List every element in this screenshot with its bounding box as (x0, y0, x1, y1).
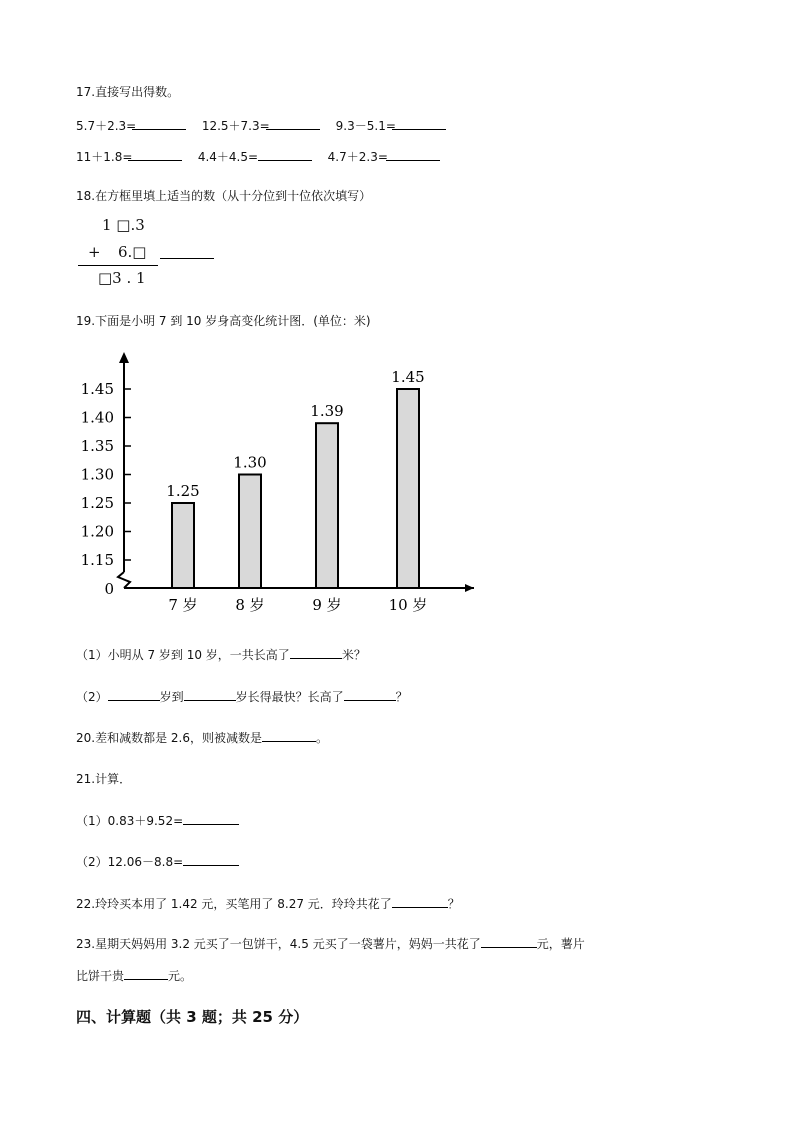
y-tick-label: 1.25 (80, 494, 114, 512)
bar (316, 423, 338, 588)
y-axis-arrow (119, 352, 129, 363)
answer-blank[interactable] (344, 688, 396, 701)
y-tick-label: 1.40 (80, 408, 114, 427)
q20 (76, 729, 328, 746)
q23-text: 23.星期天妈妈用 3.2 元买了一包饼干，4.5 元买了一袋薯片，妈妈一共花了 (76, 937, 481, 951)
q19-sub1 (76, 646, 366, 663)
q17-expr: 12.5＋7.3= (201, 119, 270, 133)
answer-blank[interactable] (184, 688, 236, 701)
bar (239, 475, 261, 589)
vertical-addend-2: 6.□ (118, 243, 147, 261)
q23-text: 元，薯片 (536, 937, 585, 951)
q17-row1 (76, 117, 446, 134)
origin-label: 0 (104, 580, 114, 598)
q17-expr: 4.4＋4.5= (197, 150, 259, 164)
q20-text: 20.差和减数都是 2.6，则被减数是 (76, 731, 262, 745)
data-label: 1.30 (233, 453, 267, 472)
data-label: 1.39 (310, 402, 344, 421)
answer-blank[interactable] (290, 646, 342, 659)
q23-text: 比饼干贵 (76, 969, 125, 983)
height-bar-chart (74, 348, 484, 618)
data-label: 1.25 (166, 482, 200, 500)
answer-blank[interactable] (386, 148, 440, 161)
q22-text: 22.玲玲买本用了 1.42 元，买笔用了 8.27 元．玲玲共花了 (76, 897, 392, 911)
answer-blank[interactable] (258, 148, 312, 161)
plus-sign: + (88, 243, 101, 261)
q21-title: 21.计算． (76, 772, 132, 786)
q19-sub2-text: 岁长得最快？长高了 (235, 690, 344, 704)
q21-item2 (76, 853, 239, 870)
q22 (76, 895, 460, 912)
y-tick-label: 1.20 (80, 522, 114, 541)
q19-sub1-unit: 米？ (341, 648, 366, 662)
data-labels (166, 368, 424, 500)
q17-expr: 5.7＋2.3= (76, 119, 137, 133)
q19-sub2 (76, 688, 408, 705)
answer-blank[interactable] (160, 258, 214, 259)
section-heading: 四、计算题（共 3 题；共 25 分） (76, 1008, 309, 1026)
q21-item1 (76, 812, 239, 829)
x-tick-label: 8 岁 (235, 596, 265, 614)
q23-end: 元。 (168, 969, 193, 983)
x-tick-label: 10 岁 (388, 596, 428, 614)
y-tick-label: 1.30 (80, 465, 114, 484)
sum-line (78, 265, 158, 266)
answer-blank[interactable] (128, 148, 182, 161)
q19-sub2-end: ？ (395, 690, 408, 704)
q17-expr: 4.7＋2.3= (327, 150, 388, 164)
q17-row2 (76, 148, 440, 165)
answer-blank[interactable] (481, 935, 537, 948)
data-label: 1.45 (391, 368, 425, 386)
q21-expr: （1）0.83＋9.52= (76, 814, 184, 828)
answer-blank[interactable] (392, 895, 448, 908)
q22-end: ？ (447, 897, 460, 911)
vertical-addend-1: 1 □.3 (102, 216, 145, 234)
answer-blank[interactable] (183, 812, 239, 825)
answer-blank[interactable] (262, 729, 316, 742)
x-tick-label: 9 岁 (312, 596, 342, 614)
answer-blank[interactable] (392, 117, 446, 130)
x-axis-arrow (465, 584, 474, 592)
answer-blank[interactable] (183, 853, 239, 866)
bar (172, 503, 194, 588)
q20-end: 。 (315, 731, 328, 745)
q19-title: 19.下面是小明 7 到 10 岁身高变化统计图．(单位：米) (76, 314, 371, 328)
y-tick-label: 1.15 (80, 551, 114, 569)
axis-break (118, 572, 130, 588)
answer-blank[interactable] (266, 117, 320, 130)
q17-expr: 9.3－5.1= (335, 119, 396, 133)
q19-sub1-text: （1）小明从 7 岁到 10 岁，一共长高了 (76, 648, 290, 662)
q18-title: 18.在方框里填上适当的数（从十分位到十位依次填写） (76, 189, 372, 203)
bars (172, 389, 419, 588)
answer-blank[interactable] (124, 967, 168, 980)
y-tick-label: 1.45 (80, 380, 114, 398)
x-ticks (168, 596, 427, 614)
bar (397, 389, 419, 588)
q21-expr: （2）12.06－8.8= (76, 855, 184, 869)
answer-blank[interactable] (108, 688, 160, 701)
y-tick-label: 1.35 (80, 437, 114, 455)
q17-title: 17.直接写出得数。 (76, 85, 180, 99)
answer-blank[interactable] (132, 117, 186, 130)
q19-sub2-text: 岁到 (159, 690, 184, 704)
x-tick-label: 7 岁 (168, 596, 198, 614)
vertical-sum: □3 . 1 (98, 269, 146, 287)
q23-line2 (76, 967, 192, 984)
q23-line1 (76, 935, 585, 952)
q17-expr: 11＋1.8= (76, 150, 133, 164)
q19-sub2-label: （2） (76, 690, 108, 704)
